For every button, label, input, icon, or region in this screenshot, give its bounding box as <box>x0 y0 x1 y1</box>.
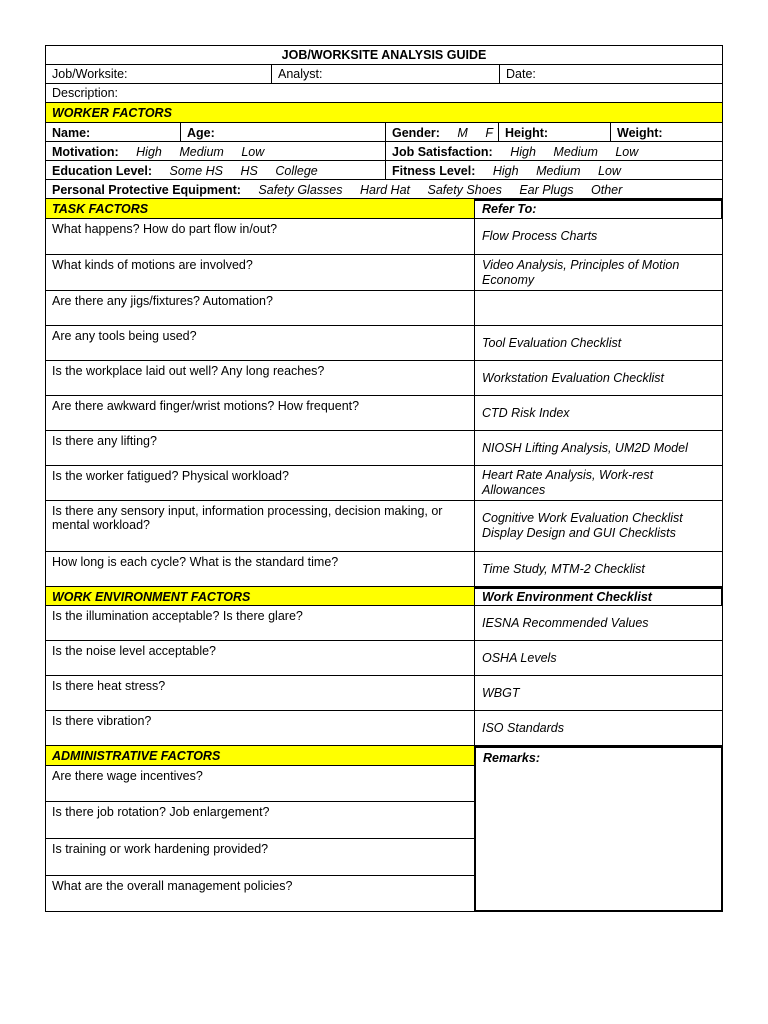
fitness-option[interactable]: Low <box>598 164 621 178</box>
gender-field[interactable] <box>385 123 498 141</box>
task-question: Is the worker fatigued? Physical workload? <box>45 466 474 501</box>
refer-to-header: Refer To: <box>474 199 723 219</box>
environment-question: Is there vibration? <box>45 711 474 746</box>
job-satisfaction-option[interactable]: Medium <box>553 145 598 159</box>
ppe-option[interactable]: Safety Glasses <box>258 183 343 197</box>
job-row <box>45 65 723 84</box>
administrative-question: Is there job rotation? Job enlargement? <box>45 802 474 839</box>
task-question: Is there any lifting? <box>45 431 474 466</box>
age-field[interactable]: Age: <box>180 123 385 141</box>
analyst-field[interactable]: Analyst: <box>271 65 499 83</box>
task-question: Are there any jigs/fixtures? Automation? <box>45 291 474 326</box>
fitness-option[interactable]: High <box>492 164 519 178</box>
administrative-question: Are there wage incentives? <box>45 766 474 802</box>
motivation-option[interactable]: High <box>136 145 162 159</box>
environment-reference: OSHA Levels <box>474 641 723 676</box>
ppe-option[interactable]: Hard Hat <box>359 183 411 197</box>
task-reference: NIOSH Lifting Analysis, UM2D Model <box>474 431 723 466</box>
motivation-field[interactable] <box>46 142 385 160</box>
education-option[interactable]: HS <box>240 164 258 178</box>
task-question: What happens? How do part flow in/out? <box>45 219 474 255</box>
ppe-field[interactable] <box>46 180 722 198</box>
motivation-row <box>45 142 723 161</box>
gender-option-f[interactable]: F <box>485 126 493 140</box>
analysis-form <box>45 45 723 912</box>
task-reference: Workstation Evaluation Checklist <box>474 361 723 396</box>
task-reference <box>474 291 723 326</box>
date-field[interactable]: Date: <box>499 65 722 83</box>
task-question: How long is each cycle? What is the standard time? <box>45 552 474 587</box>
environment-question: Is there heat stress? <box>45 676 474 711</box>
task-reference: Tool Evaluation Checklist <box>474 326 723 361</box>
ppe-option[interactable]: Ear Plugs <box>519 183 574 197</box>
task-question: Are there awkward finger/wrist motions? How frequent? <box>45 396 474 431</box>
task-reference: Time Study, MTM-2 Checklist <box>474 552 723 587</box>
job-satisfaction-label: Job Satisfaction: <box>392 145 493 159</box>
task-factors-title: TASK FACTORS <box>45 199 474 219</box>
form-title: JOB/WORKSITE ANALYSIS GUIDE <box>281 48 487 62</box>
task-reference: Heart Rate Analysis, Work-rest Allowances <box>474 466 723 501</box>
environment-question: Is the illumination acceptable? Is there glare? <box>45 606 474 641</box>
title-row <box>45 45 723 65</box>
task-reference: Video Analysis, Principles of Motion Economy <box>474 255 723 291</box>
environment-reference: WBGT <box>474 676 723 711</box>
task-question: What kinds of motions are involved? <box>45 255 474 291</box>
motivation-label: Motivation: <box>52 145 119 159</box>
task-reference: CTD Risk Index <box>474 396 723 431</box>
ppe-option[interactable]: Safety Shoes <box>427 183 502 197</box>
task-factors-section <box>45 199 723 587</box>
education-label: Education Level: <box>52 164 153 178</box>
fitness-field[interactable] <box>385 161 722 179</box>
task-reference: Cognitive Work Evaluation Checklist Display Design and GUI Checklists <box>474 501 723 552</box>
description-field[interactable]: Description: <box>52 86 118 100</box>
weight-field[interactable]: Weight: <box>610 123 722 141</box>
fitness-label: Fitness Level: <box>392 164 476 178</box>
work-environment-checklist: Work Environment Checklist <box>474 587 723 606</box>
job-worksite-field[interactable]: Job/Worksite: <box>52 67 128 81</box>
task-question: Is the workplace laid out well? Any long reaches? <box>45 361 474 396</box>
administrative-factors-section <box>45 746 723 912</box>
task-question: Is there any sensory input, information processing, decision making, or mental workload? <box>45 501 474 552</box>
environment-reference: ISO Standards <box>474 711 723 746</box>
education-field[interactable] <box>46 161 385 179</box>
motivation-option[interactable]: Medium <box>179 145 224 159</box>
motivation-option[interactable]: Low <box>241 145 265 159</box>
administrative-question: Is training or work hardening provided? <box>45 839 474 876</box>
job-satisfaction-option[interactable]: Low <box>615 145 639 159</box>
ppe-row <box>45 180 723 199</box>
task-reference: Flow Process Charts <box>474 219 723 255</box>
job-satisfaction-option[interactable]: High <box>510 145 536 159</box>
administrative-factors-title: ADMINISTRATIVE FACTORS <box>45 746 474 766</box>
environment-factors-section <box>45 587 723 746</box>
environment-question: Is the noise level acceptable? <box>45 641 474 676</box>
education-option[interactable]: College <box>275 164 318 178</box>
description-row <box>45 84 723 103</box>
education-row <box>45 161 723 180</box>
task-question: Are any tools being used? <box>45 326 474 361</box>
gender-option-m[interactable]: M <box>457 126 468 140</box>
education-option[interactable]: Some HS <box>169 164 224 178</box>
worker-factors-title: WORKER FACTORS <box>52 106 172 120</box>
worker-factors-header <box>45 103 723 123</box>
administrative-question: What are the overall management policies? <box>45 876 474 912</box>
gender-label: Gender: <box>392 126 440 140</box>
worker-identity-row <box>45 123 723 142</box>
height-field[interactable]: Height: <box>498 123 610 141</box>
job-satisfaction-field[interactable] <box>385 142 722 160</box>
remarks-label: Remarks: <box>483 751 540 765</box>
name-field[interactable]: Name: <box>52 126 91 140</box>
environment-reference: IESNA Recommended Values <box>474 606 723 641</box>
fitness-option[interactable]: Medium <box>536 164 581 178</box>
environment-factors-title: WORK ENVIRONMENT FACTORS <box>45 587 474 606</box>
ppe-option[interactable]: Other <box>591 183 623 197</box>
remarks-box[interactable] <box>474 746 723 912</box>
ppe-label: Personal Protective Equipment: <box>52 183 241 197</box>
